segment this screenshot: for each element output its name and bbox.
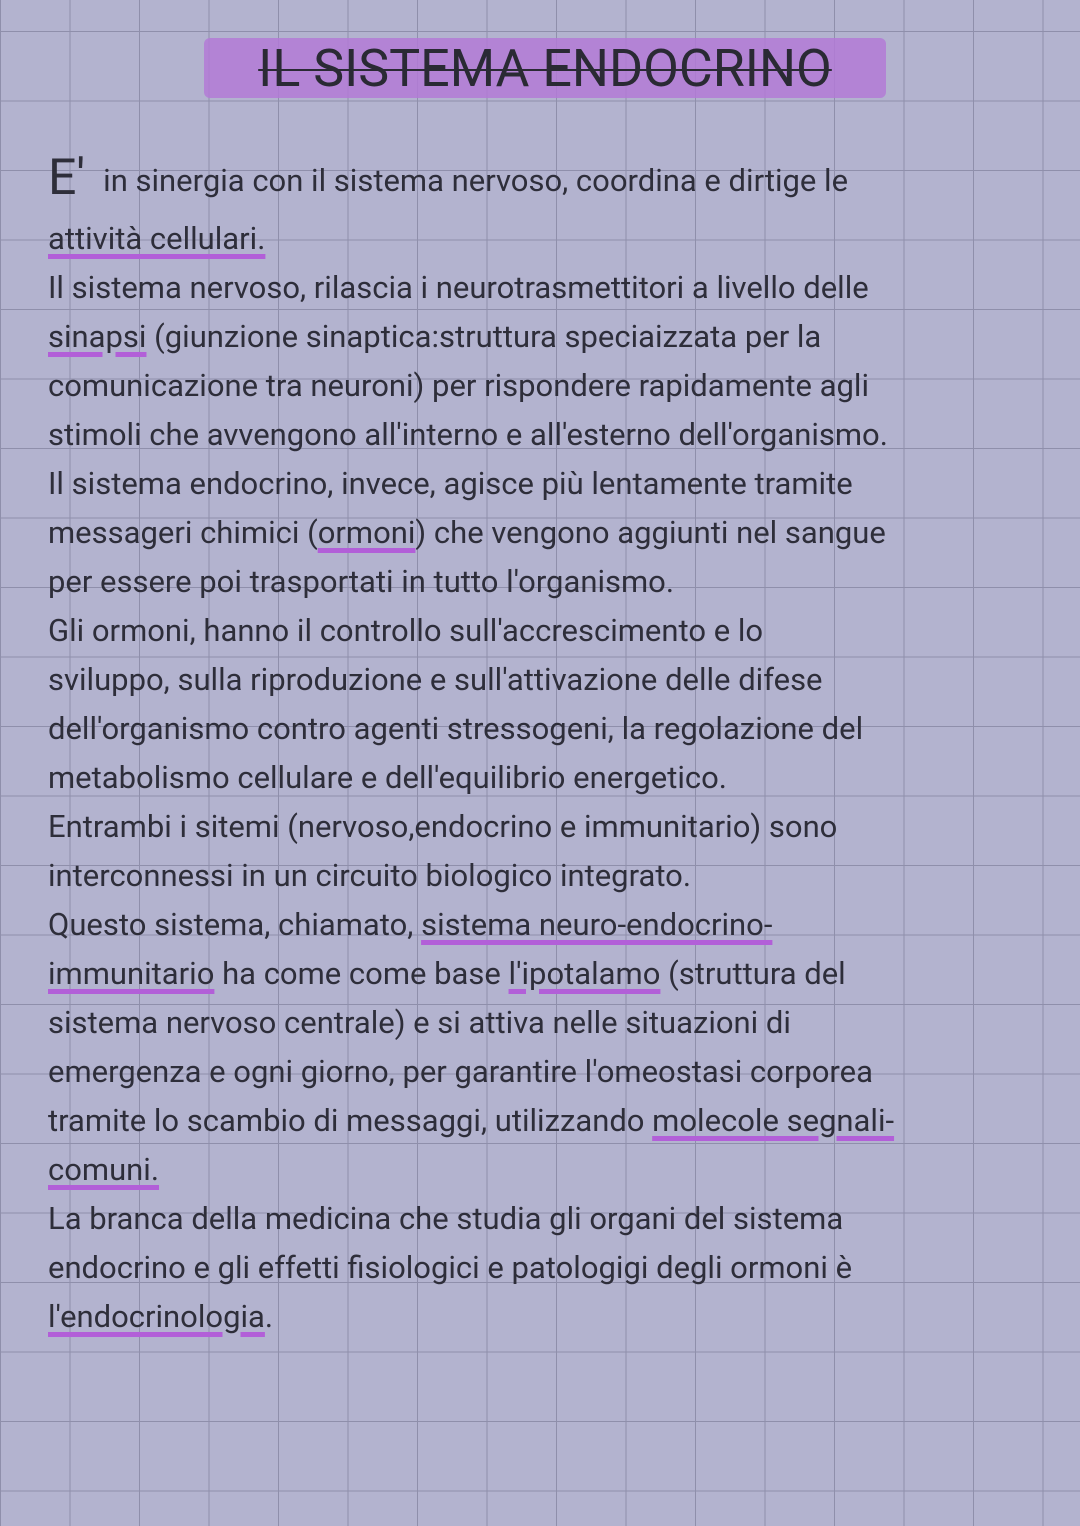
highlighted-term: immunitario <box>48 955 215 992</box>
text-line <box>48 949 1048 998</box>
text-line <box>48 508 1048 557</box>
drop-initial: E' <box>48 149 86 207</box>
title-block <box>204 34 886 104</box>
text-line: stimoli che avvengono all'interno e all'esterno dell'organismo. <box>48 416 888 453</box>
highlighted-term: l'endocrinologia <box>48 1298 265 1335</box>
highlighted-term: molecole segnali- <box>652 1102 895 1139</box>
highlighted-term: attività cellulari. <box>48 220 266 257</box>
text-line: sviluppo, sulla riproduzione e sull'attivazione delle difese <box>48 661 823 698</box>
text-line <box>48 214 1048 263</box>
text-span: (struttura del <box>660 955 846 992</box>
highlighted-term: sinapsi <box>48 318 147 355</box>
text-span: ) che vengono aggiunti nel sangue <box>415 514 886 551</box>
page-title: IL SISTEMA ENDOCRINO <box>258 38 832 99</box>
text-line: per essere poi trasportati in tutto l'organismo. <box>48 563 675 600</box>
text-line: Il sistema nervoso, rilascia i neurotrasmettitori a livello delle <box>48 269 869 306</box>
text-line: interconnessi in un circuito biologico integrato. <box>48 857 692 894</box>
text-line: Gli ormoni, hanno il controllo sull'accrescimento e lo <box>48 612 764 649</box>
text-line <box>48 1292 1048 1341</box>
highlighted-term: ormoni <box>317 514 416 551</box>
text-span: ha come come base <box>214 955 509 992</box>
text-line <box>48 1145 1048 1194</box>
highlighted-term: sistema neuro-endocrino- <box>421 906 773 943</box>
text-line: La branca della medicina che studia gli organi del sistema <box>48 1200 844 1237</box>
text-line <box>48 312 1048 361</box>
text-line: emergenza e ogni giorno, per garantire l'omeostasi corporea <box>48 1053 873 1090</box>
text-line <box>48 900 1048 949</box>
text-line <box>48 150 1048 206</box>
text-line: dell'organismo contro agenti stressogeni, la regolazione del <box>48 710 864 747</box>
text-line: Il sistema endocrino, invece, agisce più lentamente tramite <box>48 465 853 502</box>
body-paragraph <box>48 150 1048 1341</box>
text-line <box>48 1096 1048 1145</box>
text-span: Questo sistema, chiamato, <box>48 906 422 943</box>
text-span: tramite lo scambio di messaggi, utilizzando <box>48 1102 653 1139</box>
text-line: endocrino e gli effetti fisiologici e patologigi degli ormoni è <box>48 1249 853 1286</box>
highlighted-term: l'ipotalamo <box>508 955 661 992</box>
highlighted-term: comuni. <box>48 1151 160 1188</box>
text-span: . <box>264 1298 274 1335</box>
text-line: metabolismo cellulare e dell'equilibrio energetico. <box>48 759 727 796</box>
text-span: (giunzione sinaptica:struttura speciaizzata per la <box>146 318 822 355</box>
text-span: messageri chimici ( <box>48 514 318 551</box>
text-line: sistema nervoso centrale) e si attiva nelle situazioni di <box>48 1004 791 1041</box>
text-line: Entrambi i sitemi (nervoso,endocrino e immunitario) sono <box>48 808 838 845</box>
text-span: in sinergia con il sistema nervoso, coordina e dirtige le <box>103 162 849 199</box>
text-line: comunicazione tra neuroni) per rispondere rapidamente agli <box>48 367 870 404</box>
